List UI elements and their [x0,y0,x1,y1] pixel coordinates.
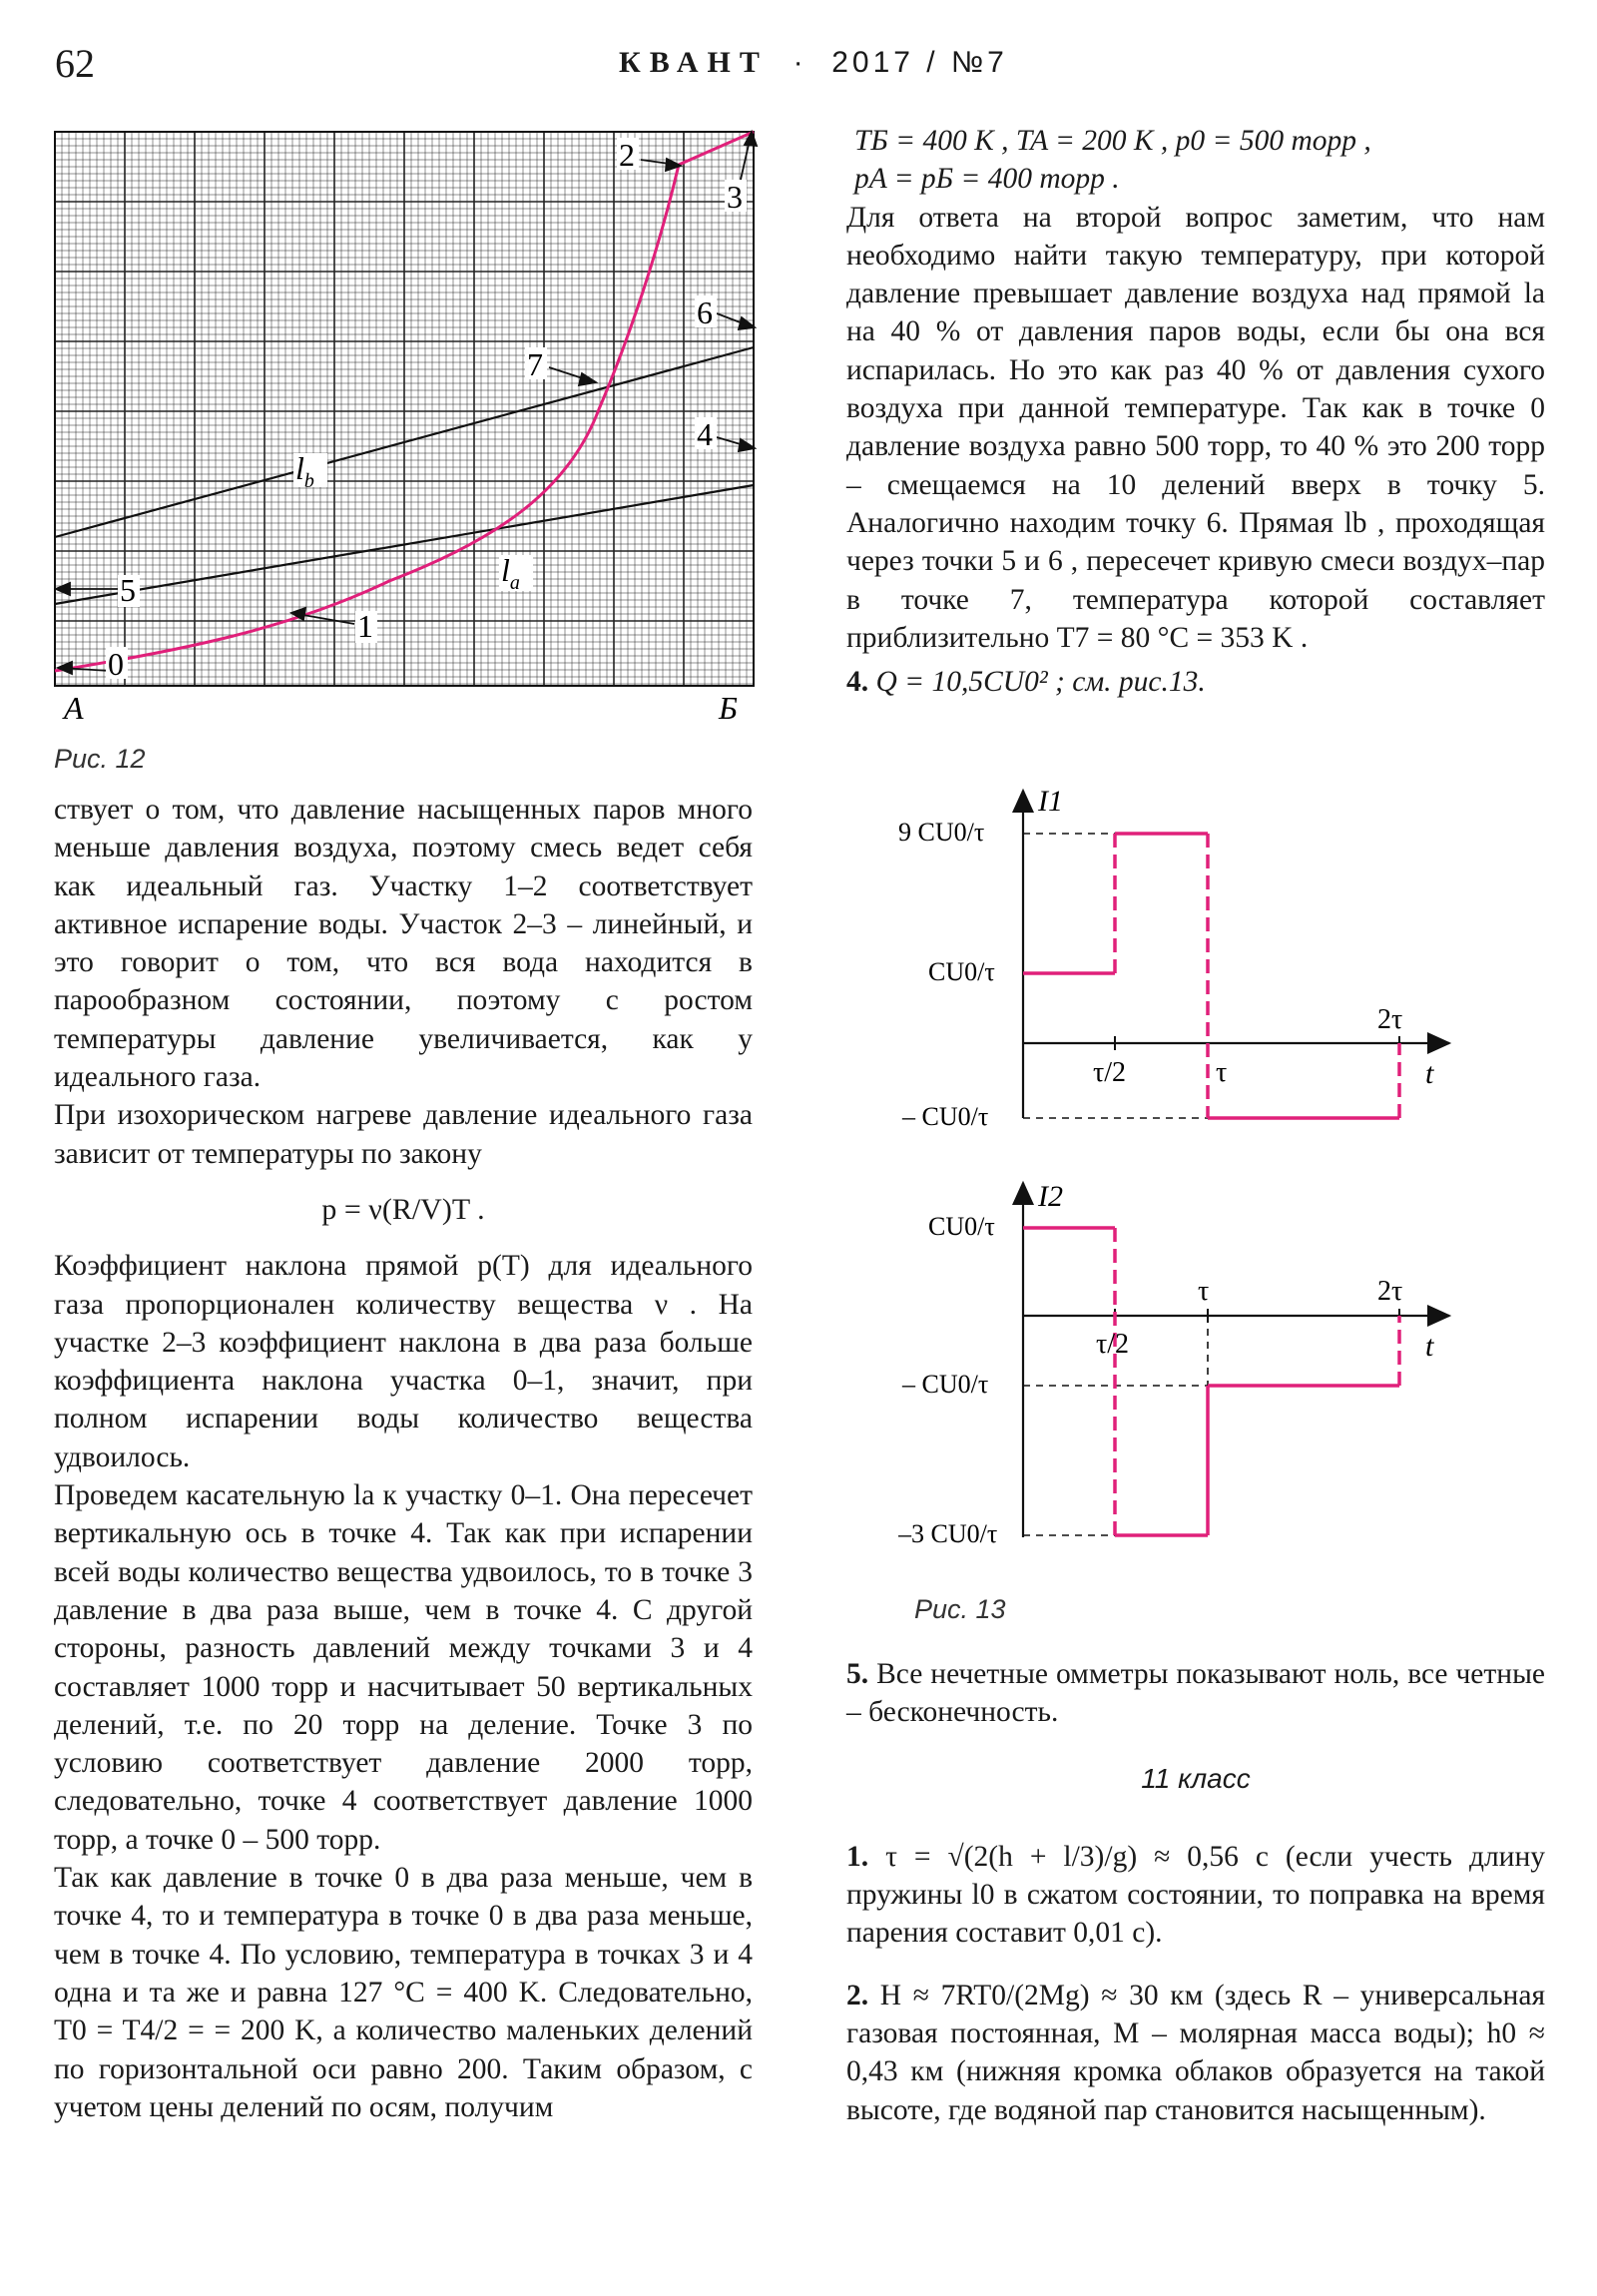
left-column [54,791,753,2126]
answer-5-text: Все нечетные омметры показывают ноль, все четные – бесконечность. [846,1658,1545,1729]
left-paragraph-5: Так как давление в точке 0 в два раза меньше, чем в точке 4, то и температура в точке 0 в два раза меньше, чем в точке 4. По условию, температура в точках 3 и 4 одна и та же и равна 127 °C = 400 K. Следовательно, T0 = T4/2 = = 200 K, а количество маленьких делений по горизонтальной оси равно 200. Таким образом, с учетом цены делений по осям, получим [54,1862,753,2123]
fig12-caption: Рис. 12 [54,744,146,774]
right-paragraph-1: Для ответа на второй вопрос заметим, что нам необходимо найти такую температуру, при которой давление превышает давление воздуха над прямой la на 40 % от давления паров воды, если бы она вся испарилась. Но это как раз 40 % от давления сухого воздуха при данной температуре. Так как в точке 0 давление воздуха равно 500 торр, то 40 % это 200 торр – смещаемся на 10 делений вверх в точку 5. Аналогично находим точку 6. Прямая lb , проходящая через точки 5 и 6 , пересечет кривую смеси воздух–пар в точке 7, температура которой составляет приблизительно T7 = 80 °C = 353 K . [846,201,1545,654]
answer-4 [846,663,1545,701]
journal-name: КВАНТ [619,46,769,79]
I1-tau: τ [1216,1057,1228,1088]
lb-label: $l_b$ [295,450,314,492]
I2-ylabel-minus1: – CU0/τ [902,1370,989,1399]
header-dot: · [793,46,807,79]
point-1-label: 1 [357,608,373,644]
issue-number: 2017 / №7 [831,46,1008,79]
I1-two-tau: 2τ [1377,1004,1403,1035]
answer-5-number: 5. [846,1658,869,1690]
point-6-label: 6 [697,294,713,330]
point-0-label: 0 [108,646,124,682]
I2-tau-half: τ/2 [1096,1329,1130,1360]
I2-label: I2 [1038,1180,1063,1213]
answer-11-1-text: τ = √(2(h + l/3)/g) ≈ 0,56 с (если учесть длину пружины l0 в сжатом состоянии, то поправка на время парения составит 0,01 с). [846,1840,1545,1950]
left-paragraph-2: При изохорическом нагреве давление идеального газа зависит от температуры по закону [54,1099,753,1170]
I1-t-label: t [1425,1057,1434,1090]
answer-11-2 [846,1977,1545,2129]
section-heading: 11 класс [1141,1762,1251,1794]
right-column-bottom [846,1655,1545,2129]
answer-4-number: 4. [846,666,869,699]
fig13-ticks [1115,1036,1399,1323]
I1-tau-half: τ/2 [1093,1057,1127,1088]
answer-5 [846,1655,1545,1732]
left-paragraph-1: ствует о том, что давление насыщенных паров много меньше давления воздуха, поэтому смесь ведет себя как идеальный газ. Участку 1–2 соответствует активное испарение воды. Участок 2–3 – линейный, и это говорит о том, что вся вода находится в парообразном состоянии, поэтому с ростом температуры давление увеличивается, как у идеального газа. [54,794,753,1094]
I2-ylabel-1: CU0/τ [928,1212,995,1241]
I2-signal [1023,1228,1399,1535]
result-line-1: TБ = 400 K , TA = 200 K , p0 = 500 торр , [854,125,1371,157]
answer-11-1-number: 1. [846,1840,869,1873]
point-4-label: 4 [697,416,713,452]
running-header [619,46,1008,80]
point-5-label: 5 [120,572,136,608]
I2-tau: τ [1198,1276,1210,1307]
answer-11-2-text: H ≈ 7RT0/(2Mg) ≈ 30 км (здесь R – универсальная газовая постоянная, M – молярная масса воды); h0 ≈ 0,43 км (нижняя кромка облаков образуется на такой высоте, где водяной пар становится насыщенным). [846,1979,1546,2126]
point-2-label: 2 [619,137,635,173]
axis-point-B: Б [719,690,738,726]
I1-ylabel-1: CU0/τ [928,957,995,986]
right-column-top [846,122,1545,701]
I1-ylabel-minus1: – CU0/τ [902,1102,989,1131]
figure-12 [30,120,769,729]
fig13-caption: Рис. 13 [914,1594,1006,1624]
point-3-label: 3 [727,179,743,215]
fig13-y-labels [898,818,997,1548]
I2-two-tau: 2τ [1377,1276,1403,1307]
ideal-gas-formula: p = ν(R/V)T . [321,1192,485,1226]
la-label: $l_a$ [501,552,520,594]
left-paragraph-4: Проведем касательную la к участку 0–1. Она пересечет вертикальную ось в точке 4. Так как при испарении всей воды количество вещества удвоилось, то в точке 3 давление в два раза выше, чем в точке 4. С другой стороны, разность давлений между точками 3 и 4 составляет 1000 торр и насчитывает 50 вертикальных делений, т.е. по 20 торр на деление. Точке 3 по условию соответствует давление 2000 торр, следовательно, точке 4 соответствует давление 1000 торр, а точке 0 – 500 торр. [54,1479,753,1856]
I1-ylabel-9: 9 CU0/τ [898,818,985,847]
page-number: 62 [55,41,95,86]
fig12-grid [55,132,754,686]
answer-4-text: Q = 10,5CU0² ; см. рис.13. [875,666,1206,699]
left-paragraph-3: Коэффициент наклона прямой p(T) для идеального газа пропорционален количеству вещества ν . На участке 2–3 коэффициент наклона в два раза больше коэффициента наклона участка 0–1, значит, при полном испарении воды количество вещества удвоилось. [54,1250,753,1473]
answer-11-2-number: 2. [846,1979,869,2011]
figure-13 [898,779,1457,1607]
I1-signal [1023,834,1399,1118]
fig12-arrows [56,132,757,674]
result-line-2: pA = pБ = 400 торр . [854,163,1120,196]
I2-t-label: t [1425,1330,1434,1363]
I1-label: I1 [1038,785,1063,818]
point-7-label: 7 [527,346,543,382]
answer-11-1 [846,1838,1545,1953]
I2-ylabel-minus3: –3 CU0/τ [898,1519,998,1548]
axis-point-A: A [64,690,84,726]
